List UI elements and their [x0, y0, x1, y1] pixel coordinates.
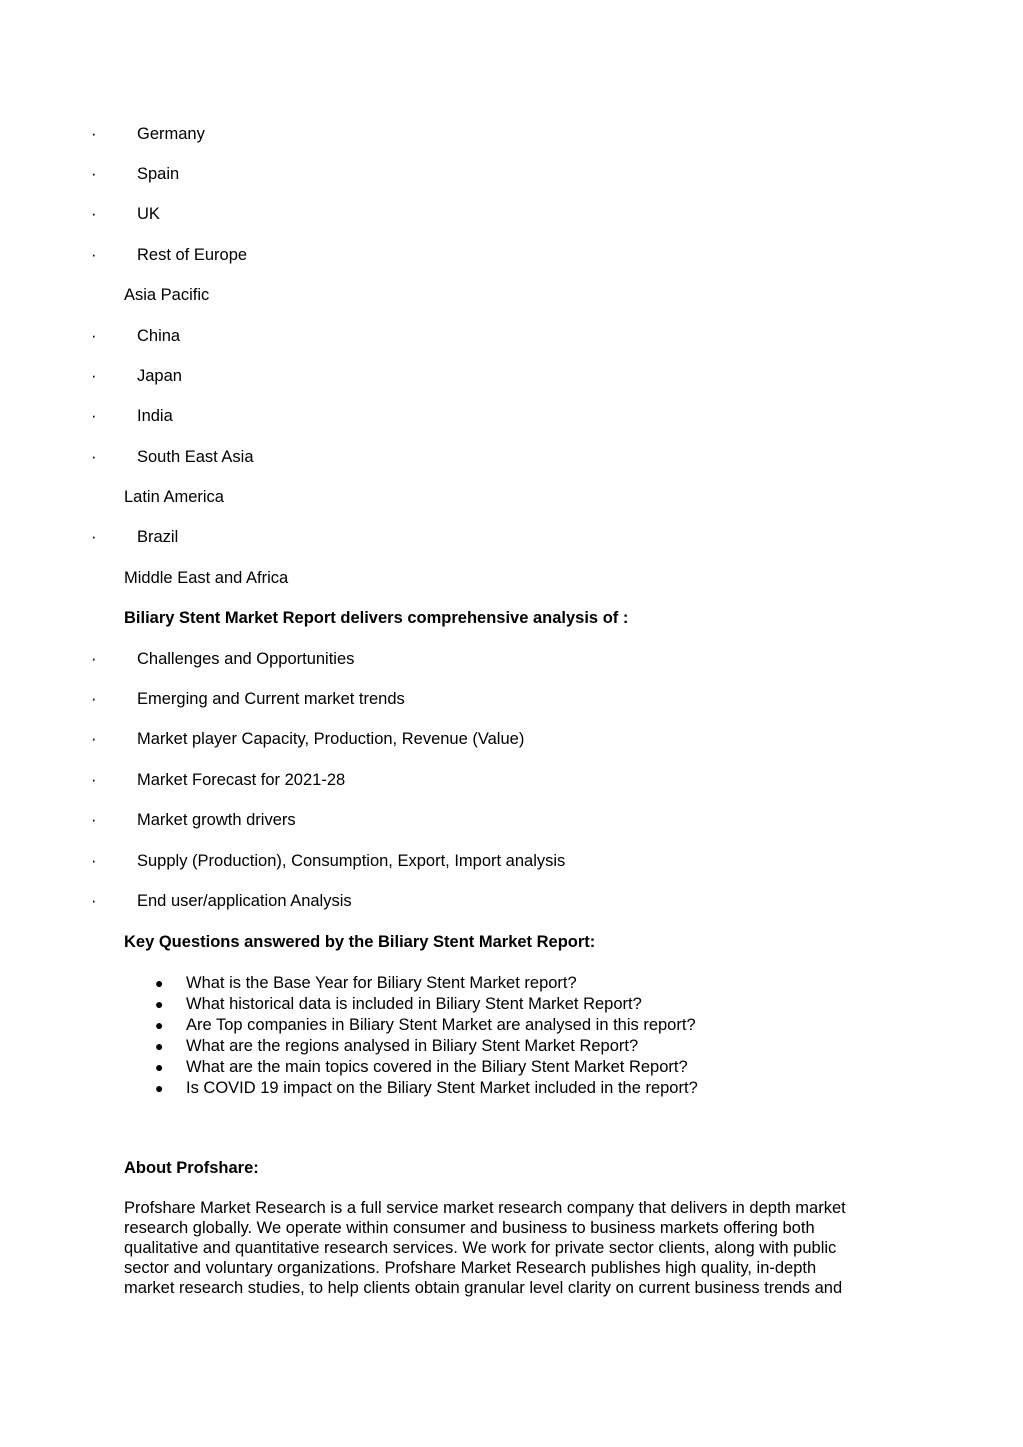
bullet-dot: ·	[91, 327, 97, 345]
list-item-label: India	[137, 407, 173, 425]
bullet-dot: ·	[91, 448, 97, 466]
bullet-dot: ·	[91, 771, 97, 789]
region-heading-label: Asia Pacific	[124, 286, 210, 304]
bullet-dot: ●	[155, 1017, 164, 1033]
questions-heading-label: Key Questions answered by the Biliary Stent Market Report:	[124, 933, 596, 951]
paragraph-line: market research studies, to help clients obtain granular level clarity on current business trends and	[124, 1279, 843, 1297]
list-item-label: UK	[137, 205, 160, 223]
bullet-dot: ·	[91, 852, 97, 870]
paragraph-line: Profshare Market Research is a full service market research company that delivers in depth market	[124, 1199, 846, 1217]
bullet-dot: ·	[91, 690, 97, 708]
question-text: Is COVID 19 impact on the Biliary Stent Market included in the report?	[186, 1079, 698, 1097]
analysis-heading-label: Biliary Stent Market Report delivers comprehensive analysis of :	[124, 609, 629, 627]
bullet-dot: ●	[155, 1080, 164, 1096]
list-item-label: End user/application Analysis	[137, 892, 352, 910]
question-text: Are Top companies in Biliary Stent Market are analysed in this report?	[186, 1016, 696, 1034]
bullet-dot: ●	[155, 996, 164, 1012]
list-item-label: Rest of Europe	[137, 246, 248, 264]
list-item-label: China	[137, 327, 181, 345]
bullet-dot: ·	[91, 246, 97, 264]
bullet-dot: ·	[91, 125, 97, 143]
paragraph-line: qualitative and quantitative research services. We work for private sector clients, along with public	[124, 1239, 837, 1257]
bullet-dot: ·	[91, 650, 97, 668]
list-item-label: Brazil	[137, 528, 179, 546]
list-item-label: Spain	[137, 165, 180, 183]
list-item-label: Market Forecast for 2021-28	[137, 771, 346, 789]
paragraph-line: research globally. We operate within consumer and business to business markets offering both	[124, 1219, 815, 1237]
region-heading-label: Middle East and Africa	[124, 569, 289, 587]
question-text: What is the Base Year for Biliary Stent Market report?	[186, 974, 577, 992]
bullet-dot: ·	[91, 407, 97, 425]
bullet-dot: ·	[91, 730, 97, 748]
bullet-dot: ·	[91, 528, 97, 546]
question-text: What historical data is included in Biliary Stent Market Report?	[186, 995, 642, 1013]
list-item-label: Market player Capacity, Production, Revenue (Value)	[137, 730, 525, 748]
list-item-label: Market growth drivers	[137, 811, 296, 829]
list-item-label: Emerging and Current market trends	[137, 690, 405, 708]
bullet-dot: ·	[91, 367, 97, 385]
list-item-label: Germany	[137, 125, 205, 143]
list-item-label: Japan	[137, 367, 182, 385]
list-item-label: Supply (Production), Consumption, Export, Import analysis	[137, 852, 566, 870]
bullet-dot: ●	[155, 1059, 164, 1075]
bullet-dot: ·	[91, 811, 97, 829]
paragraph-line: sector and voluntary organizations. Profshare Market Research publishes high quality, in-depth	[124, 1259, 817, 1277]
about-heading-label: About Profshare:	[124, 1159, 259, 1177]
bullet-dot: ·	[91, 892, 97, 910]
list-item-label: Challenges and Opportunities	[137, 650, 355, 668]
about-paragraph	[124, 1198, 894, 1298]
bullet-dot: ·	[91, 205, 97, 223]
bullet-dot: ·	[91, 165, 97, 183]
list-item-label: South East Asia	[137, 448, 254, 466]
question-text: What are the main topics covered in the Biliary Stent Market Report?	[186, 1058, 688, 1076]
bullet-dot: ●	[155, 975, 164, 991]
question-text: What are the regions analysed in Biliary Stent Market Report?	[186, 1037, 639, 1055]
bullet-dot: ●	[155, 1038, 164, 1054]
region-heading-label: Latin America	[124, 488, 224, 506]
